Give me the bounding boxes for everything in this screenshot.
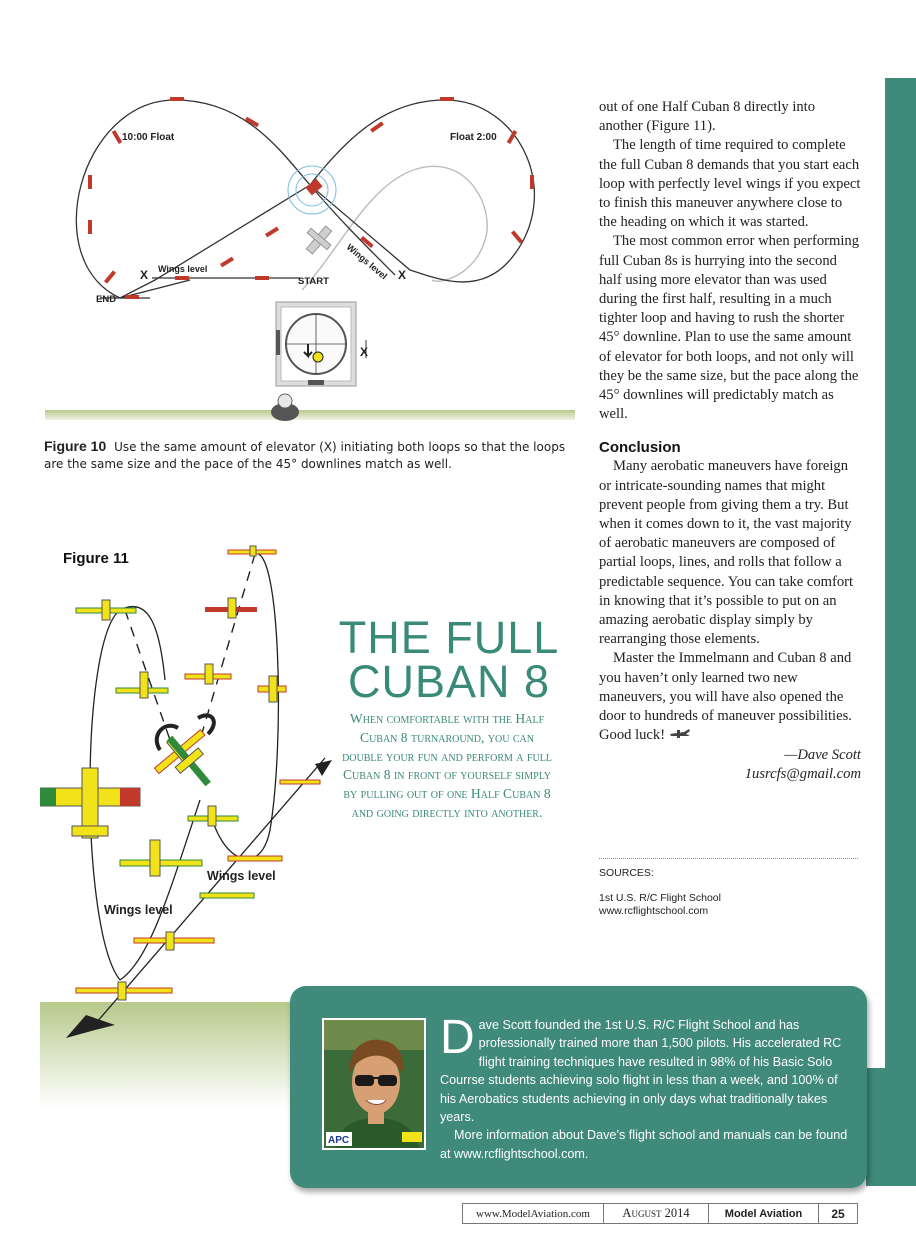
- pilot-figure: [271, 394, 299, 421]
- grey-plane: [306, 226, 331, 254]
- label-wings-level-right: Wings level: [344, 241, 390, 282]
- side-color-tab: [885, 78, 916, 1186]
- sources-heading: SOURCES:: [599, 867, 654, 879]
- bio-paragraph-1: ave Scott founded the 1st U.S. R/C Flight School and has professionally trained more than 1,500 pilots. His accelerated RC flight training techniques have resulted in 98% of his Basic Solo Courrse students achieving solo flight in less than a week, and 100% of his Aerobatics students achieving in only days what traditionally takes years.: [440, 1018, 842, 1125]
- article-paragraph-4: Many aerobatic maneuvers have foreign or intricate-sounding names that might prevent people from giving them a try. But when it comes down to it, the vast majority of aerobatic maneuvers are composed of partial loops, lines, and rolls that follow a predictable sequence. You can take comfort in knowing that it’s possible to put on an amazing aerobatic display simply by rearranging those elements.: [599, 458, 854, 648]
- left-loop-path: [76, 100, 395, 298]
- footer-date: August 2014: [604, 1204, 709, 1223]
- article-paragraph-1: out of one Half Cuban 8 directly into another (Figure 11).: [599, 99, 816, 135]
- label-left-float: 10:00 Float: [122, 132, 175, 143]
- conclusion-heading: Conclusion: [599, 439, 681, 457]
- side-color-tab-lower: [866, 1068, 916, 1186]
- feature-title: [336, 612, 562, 707]
- source-line-2: www.rcflightschool.com: [599, 905, 709, 917]
- article-paragraph-3: The most common error when performing full Cuban 8s is hurrying into the second half using more elevator than was used during the first half, resulting in a much tighter loop and having to rush the shorter 45° downline. Plan to use the same amount of elevator for both loops, and not only will they be the same size, but the pace along the 45° downlines will predictably match as well.: [599, 233, 859, 423]
- author-photo: [322, 1018, 426, 1150]
- photo-badge: APC: [328, 1135, 350, 1146]
- sources-box: [599, 858, 858, 918]
- article-column: [599, 98, 861, 784]
- label-wings-level-left: Wings level: [158, 264, 208, 274]
- figure-10-caption-title: Figure 10: [44, 438, 107, 454]
- label-x-meter: X: [360, 345, 369, 359]
- article-paragraph-2: The length of time required to complete the full Cuban 8 demands that you start each loop with perfectly level wings if you expect to finish this maneuver anywhere close to the heading on which it was started.: [599, 137, 861, 231]
- figure-10-caption-text: Use the same amount of elevator (X) initiating both loops so that the loops are the same size and the pace of the 45° downlines match as well.: [44, 440, 566, 471]
- ground-strip: [45, 410, 575, 420]
- figure-11-wings-level-1: Wings level: [207, 869, 276, 883]
- figure-11-wings-level-2: Wings level: [104, 903, 173, 917]
- author-portrait: [324, 1020, 426, 1150]
- label-x-left: X: [140, 268, 149, 282]
- author-bio-box: [290, 986, 867, 1188]
- feature-title-line-2: CUBAN 8: [347, 656, 551, 707]
- elevator-meter: [276, 302, 368, 386]
- feature-title-line-1: THE FULL: [338, 612, 560, 663]
- footer-page-number: 25: [831, 1206, 845, 1221]
- right-loop: [210, 554, 278, 859]
- source-line-1: 1st U.S. R/C Flight School: [599, 892, 721, 904]
- figure-11-planes: [40, 546, 320, 1000]
- page-footer: [462, 1203, 858, 1224]
- article-paragraph-5: Master the Immelmann and Cuban 8 and you haven’t only learned two new maneuvers, you will have also opened the door to hundreds of maneuver possibilities. Good luck!: [599, 650, 852, 744]
- figure-11-title: Figure 11: [63, 550, 129, 567]
- plane-icon: [669, 727, 691, 739]
- label-end: END: [96, 294, 117, 305]
- footer-site[interactable]: www.ModelAviation.com: [463, 1204, 604, 1223]
- bio-paragraph-2: More information about Dave’s flight school and manuals can be found at www.rcflightschool.com.: [440, 1128, 848, 1161]
- feature-subtitle: When comfortable with the Half Cuban 8 turnaround, you can double your fun and perform a full Cuban 8 in front of yourself simply by pulling out of one Half Cuban 8 and going directly into another.: [342, 711, 552, 820]
- label-x-right: X: [398, 268, 407, 282]
- figure-10-caption: [44, 438, 574, 473]
- bio-text: [440, 1011, 850, 1163]
- author-email: 1usrcfs@gmail.com: [744, 765, 861, 782]
- bio-dropcap: D: [440, 1011, 475, 1064]
- figure-10-diagram: [40, 90, 585, 430]
- author-signature: —Dave Scott: [784, 746, 861, 763]
- label-start: START: [298, 276, 329, 287]
- label-right-float: Float 2:00: [450, 132, 497, 143]
- footer-magazine: Model Aviation: [709, 1204, 819, 1223]
